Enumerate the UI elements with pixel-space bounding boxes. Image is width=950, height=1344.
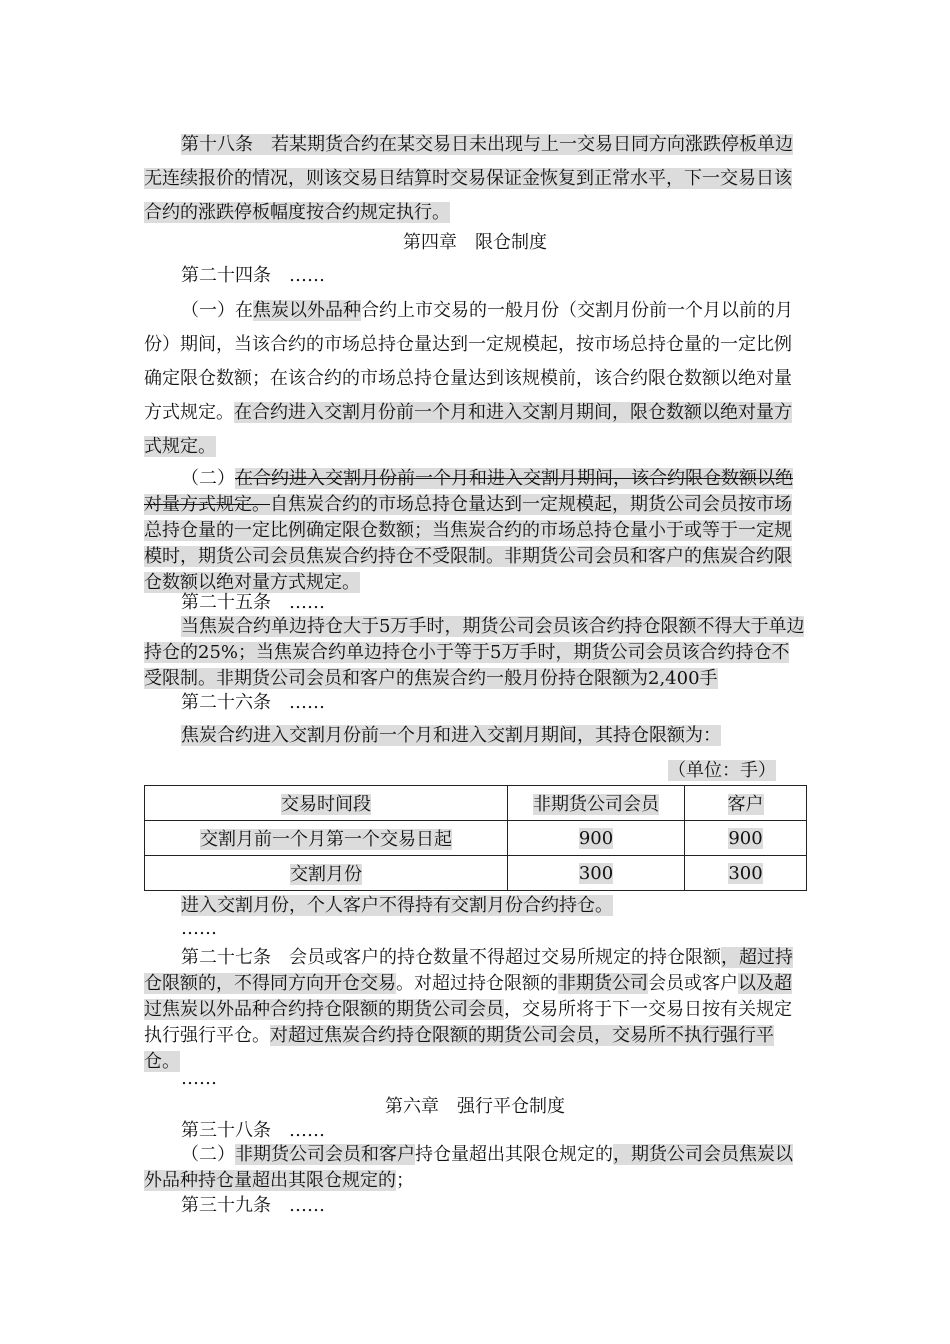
after-table-note: 进入交割月份，个人客户不得持有交割月份合约持仓。 [181, 895, 613, 916]
table-cell: 300 [508, 856, 685, 891]
article-38-item-2: （二）非期货公司会员和客户持仓量超出其限仓规定的，期货公司会员焦炭以外品种持仓量超出其限仓规定的； [144, 1144, 793, 1191]
article-39-heading: 第三十九条 …… [181, 1195, 325, 1216]
article-26-heading: 第二十六条 …… [181, 692, 325, 713]
table-header-row [145, 786, 807, 821]
table-cell: 300 [685, 856, 807, 891]
article-18-label: 第十八条 [181, 134, 253, 155]
article-27: 第二十七条 会员或客户的持仓数量不得超过交易所规定的持仓限额，超过持仓限额的，不得同方向开仓交易。对超过持仓限额的非期货公司会员或客户以及超过焦炭以外品种合约持仓限额的期货公司会员，交易所将于下一交易日按有关规定执行强行平仓。对超过焦炭合约持仓限额的期货公司会员，交易所不执行强行平仓。 [144, 947, 793, 1072]
chapter-6-title: 第六章 强行平仓制度 [385, 1096, 565, 1117]
article-24-heading: 第二十四条 …… [181, 265, 325, 286]
table-cell: 900 [508, 821, 685, 856]
article-26-text: 焦炭合约进入交割月份前一个月和进入交割月期间，其持仓限额为： [181, 725, 721, 746]
table-row [145, 821, 807, 856]
article-24-item-1: （一）在焦炭以外品种合约上市交易的一般月份（交割月份前一个月以前的月份）期间，当该合约的市场总持仓量达到一定规模起，按市场总持仓量的一定比例确定限仓数额；在该合约的市场总持仓量达到该规模前，该合约限仓数额以绝对量方式规定。在合约进入交割月份前一个月和进入交割月期间，限仓数额以绝对量方式规定。 [144, 300, 793, 457]
chapter-4-title: 第四章 限仓制度 [403, 232, 547, 253]
table-header-cell: 非期货公司会员 [508, 786, 685, 821]
article-38-heading: 第三十八条 …… [181, 1120, 325, 1141]
article-18 [144, 128, 806, 230]
deleted-text: 在合约进入交割月份前一个月和进入交割月期间，该合约限仓数额以绝对量方式规定。 [144, 468, 793, 515]
position-limit-table [144, 785, 807, 891]
ellipsis-1: …… [181, 918, 217, 939]
table-cell: 交割月前一个月第一个交易日起 [145, 821, 508, 856]
article-25-text: 当焦炭合约单边持仓大于5万手时，期货公司会员该合约持仓限额不得大于单边持仓的25%；当焦炭合约单边持仓小于等于5万手时，期货公司会员该合约持仓不受限制。非期货公司会员和客户的焦炭合约一般月份持仓限额为2,400手 [144, 616, 805, 689]
table-cell: 交割月份 [145, 856, 508, 891]
ellipsis-2: …… [181, 1068, 217, 1089]
table-header-cell: 客户 [685, 786, 807, 821]
article-18-text: 若某期货合约在某交易日未出现与上一交易日同方向涨跌停板单边无连续报价的情况，则该交易日结算时交易保证金恢复到正常水平，下一交易日该合约的涨跌停板幅度按合约规定执行。 [144, 134, 793, 223]
article-25-heading: 第二十五条 …… [181, 592, 325, 613]
table-row [145, 856, 807, 891]
article-24-item-2: （二）在合约进入交割月份前一个月和进入交割月期间，该合约限仓数额以绝对量方式规定。自焦炭合约的市场总持仓量达到一定规模起，期货公司会员按市场总持仓量的一定比例确定限仓数额；当焦炭合约的市场总持仓量小于或等于一定规模时，期货公司会员焦炭合约持仓不受限制。非期货公司会员和客户的焦炭合约限仓数额以绝对量方式规定。 [144, 468, 793, 593]
table-cell: 900 [685, 821, 807, 856]
table-header-cell: 交易时间段 [145, 786, 508, 821]
unit-note: （单位：手） [668, 760, 776, 781]
